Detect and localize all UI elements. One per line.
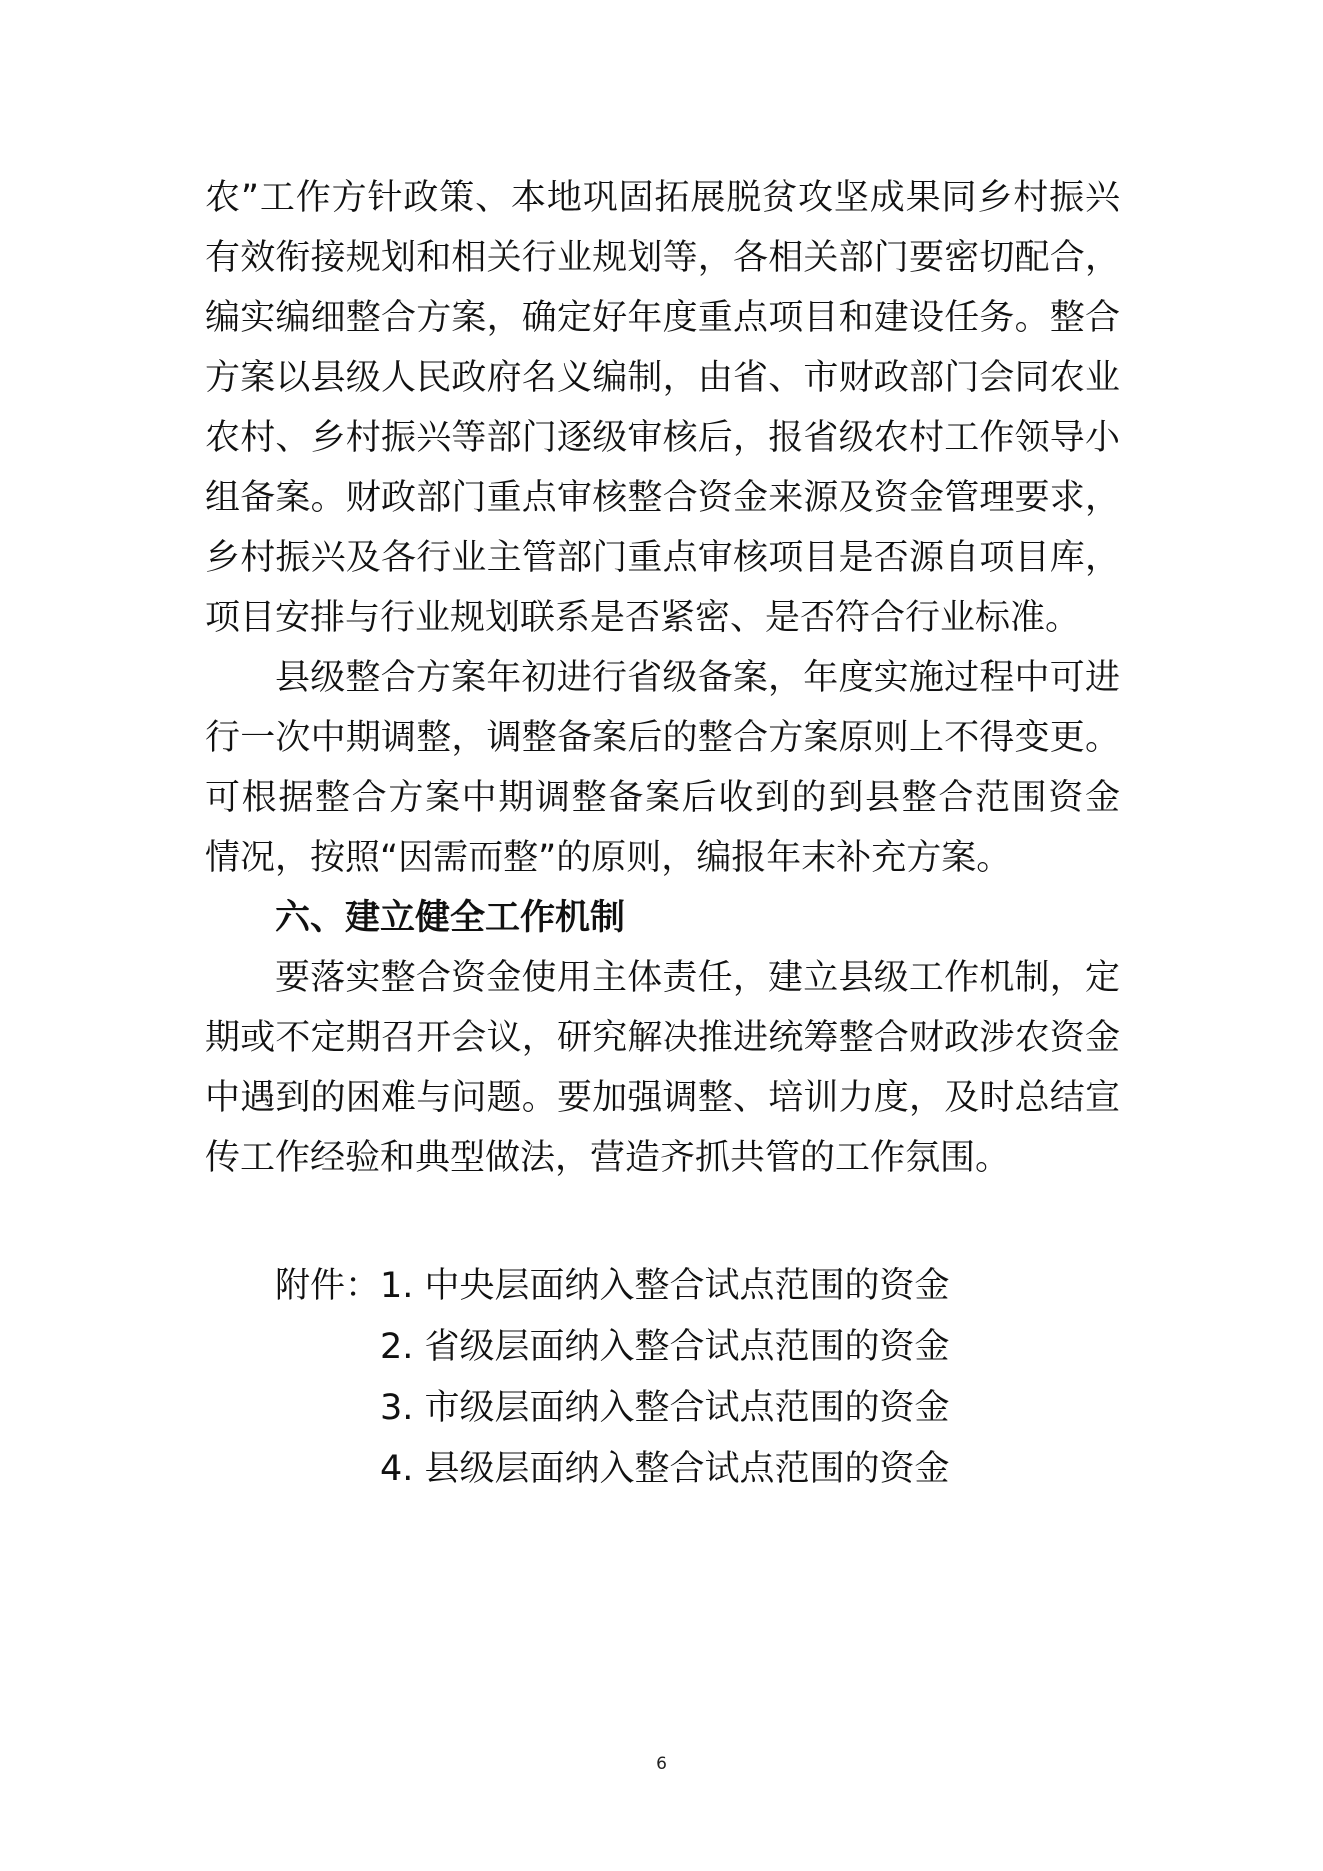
- attachment-item-text: 3. 市级层面纳入整合试点范围的资金: [380, 1388, 950, 1428]
- paragraph-line: 乡村振兴及各行业主管部门重点审核项目是否源自项目库，: [205, 538, 1120, 578]
- attachments-label: 附件：: [275, 1266, 381, 1306]
- paragraph-line: 编实编细整合方案，确定好年度重点项目和建设任务。整合: [205, 298, 1120, 338]
- paragraph-line: 方案以县级人民政府名义编制，由省、市财政部门会同农业: [205, 358, 1120, 398]
- paragraph-line: 情况，按照“因需而整”的原则，编报年末补充方案。: [205, 838, 1012, 878]
- paragraph-line: 期或不定期召开会议，研究解决推进统筹整合财政涉农资金: [205, 1018, 1120, 1058]
- paragraph-line: 中遇到的困难与问题。要加强调整、培训力度，及时总结宣: [205, 1078, 1120, 1118]
- attachment-item-text: 1. 中央层面纳入整合试点范围的资金: [380, 1266, 950, 1306]
- attachment-item-text: 4. 县级层面纳入整合试点范围的资金: [380, 1449, 950, 1489]
- attachment-item: [275, 1378, 950, 1439]
- page-number: 6: [656, 1754, 667, 1774]
- body-text: [205, 168, 1120, 1188]
- paragraph-line: 可根据整合方案中期调整备案后收到的到县整合范围资金: [205, 778, 1120, 818]
- paragraph-line: 县级整合方案年初进行省级备案，年度实施过程中可进: [275, 658, 1120, 698]
- attachment-item: [275, 1317, 950, 1378]
- paragraph-line: 传工作经验和典型做法，营造齐抓共管的工作氛围。: [205, 1138, 1011, 1178]
- paragraph-line: 要落实整合资金使用主体责任，建立县级工作机制，定: [275, 958, 1120, 998]
- attachment-item: [275, 1256, 950, 1317]
- paragraph-line: 行一次中期调整，调整备案后的整合方案原则上不得变更。: [205, 718, 1120, 758]
- paragraph-line: 农”工作方针政策、本地巩固拓展脱贫攻坚成果同乡村振兴: [205, 178, 1120, 218]
- section-heading: 六、建立健全工作机制: [275, 898, 626, 938]
- paragraph-line: 有效衔接规划和相关行业规划等，各相关部门要密切配合，: [205, 238, 1120, 278]
- attachments-list: [275, 1256, 950, 1500]
- attachment-item-text: 2. 省级层面纳入整合试点范围的资金: [380, 1327, 950, 1367]
- paragraph-line: 项目安排与行业规划联系是否紧密、是否符合行业标准。: [205, 598, 1081, 638]
- paragraph-line: 组备案。财政部门重点审核整合资金来源及资金管理要求，: [205, 478, 1120, 518]
- paragraph-line: 农村、乡村振兴等部门逐级审核后，报省级农村工作领导小: [205, 418, 1120, 458]
- attachment-item: [275, 1439, 950, 1500]
